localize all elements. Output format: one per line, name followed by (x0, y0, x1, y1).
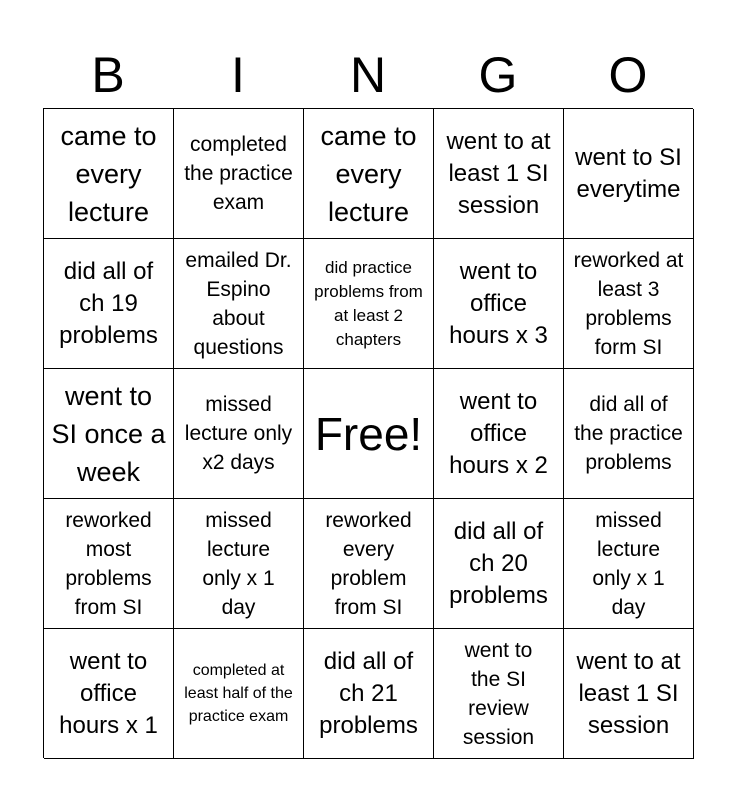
cell-text: came to every lecture (320, 120, 417, 227)
cell-text: went to the SI review session (462, 638, 535, 749)
bingo-cell[interactable] (434, 369, 564, 499)
cell-text: did all of ch 20 problems (449, 517, 548, 609)
bingo-cell[interactable] (564, 499, 694, 629)
bingo-cell[interactable] (174, 499, 304, 629)
cell-text: went to office hours x 1 (59, 647, 158, 739)
bingo-cell[interactable] (174, 369, 304, 499)
cell-text: missed lecture only x 1 day (202, 508, 275, 619)
cell-text: went to at least 1 SI session (446, 127, 551, 219)
bingo-cell[interactable] (304, 239, 434, 369)
bingo-cell[interactable] (44, 109, 174, 239)
bingo-cell[interactable] (434, 629, 564, 759)
free-space[interactable] (304, 369, 434, 499)
cell-text: came to every lecture (60, 120, 157, 227)
bingo-cell[interactable] (44, 629, 174, 759)
bingo-header (43, 42, 693, 108)
bingo-cell[interactable] (304, 629, 434, 759)
cell-text: went to at least 1 SI session (576, 647, 681, 739)
bingo-cell[interactable] (174, 629, 304, 759)
bingo-cell[interactable] (564, 109, 694, 239)
bingo-cell[interactable] (44, 499, 174, 629)
bingo-cell[interactable] (564, 239, 694, 369)
cell-text: went to SI once a week (51, 380, 166, 487)
cell-text: missed lecture only x 1 day (592, 508, 665, 619)
bingo-cell[interactable] (304, 499, 434, 629)
bingo-cell[interactable] (564, 629, 694, 759)
bingo-board (43, 108, 693, 758)
bingo-cell[interactable] (44, 369, 174, 499)
cell-text: went to office hours x 2 (449, 387, 548, 479)
cell-text: did all of ch 21 problems (319, 647, 418, 739)
cell-text: went to office hours x 3 (449, 257, 548, 349)
bingo-cell[interactable] (174, 109, 304, 239)
bingo-cell[interactable] (44, 239, 174, 369)
cell-text: missed lecture only x2 days (184, 393, 293, 474)
bingo-cell[interactable] (564, 369, 694, 499)
bingo-cell[interactable] (434, 109, 564, 239)
cell-text: completed at least half of the practice exam (184, 662, 293, 725)
header-letter-i: I (231, 47, 245, 103)
header-letter-o: O (608, 47, 648, 103)
cell-text: emailed Dr. Espino about questions (185, 248, 292, 359)
cell-text: reworked at least 3 problems form SI (573, 248, 684, 359)
header-letter-g: G (478, 47, 518, 103)
header-letter-n: N (349, 47, 387, 103)
cell-text: went to SI everytime (575, 143, 682, 203)
bingo-cell[interactable] (304, 109, 434, 239)
cell-text: did practice problems from at least 2 chapters (314, 257, 423, 349)
cell-text: did all of the practice problems (574, 393, 683, 474)
bingo-cell[interactable] (174, 239, 304, 369)
cell-text: completed the practice exam (184, 133, 293, 214)
bingo-cell[interactable] (434, 239, 564, 369)
cell-text: reworked every problem from SI (325, 508, 412, 619)
free-space-text: Free! (314, 407, 423, 460)
bingo-cell[interactable] (434, 499, 564, 629)
header-letter-b: B (91, 47, 125, 103)
cell-text: did all of ch 19 problems (59, 257, 158, 349)
cell-text: reworked most problems from SI (65, 508, 152, 619)
